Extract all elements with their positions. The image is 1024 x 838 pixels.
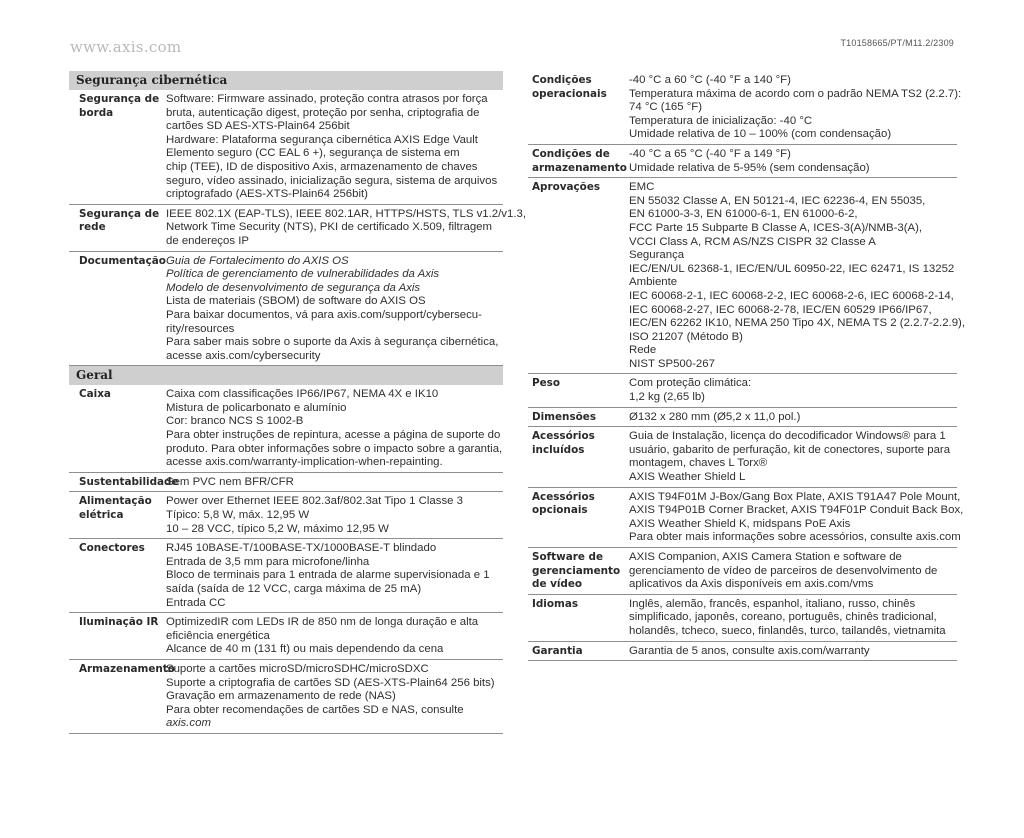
spec-label: Garantia: [532, 644, 583, 657]
link-axis-com[interactable]: axis.com: [166, 717, 211, 730]
spec-row-optional-accessories: [528, 488, 964, 548]
spec-line: EN 61000-3-3, EN 61000-6-1, EN 61000-6-2,: [629, 208, 858, 221]
spec-line: Gravação em armazenamento de rede (NAS): [166, 690, 396, 703]
spec-value: [629, 411, 957, 425]
spec-line: Garantia de 5 anos, consulte axis.com/warranty: [629, 644, 870, 657]
spec-line: VCCI Class A, RCM AS/NZS CISPR 32 Classe A: [629, 235, 876, 248]
spec-line: IEC 60068-2-1, IEC 60068-2-2, IEC 60068-2-6, IEC 60068-2-14,: [629, 289, 954, 302]
section-header-general: Geral: [69, 366, 503, 385]
spec-line: FCC Parte 15 Subparte B Classe A, ICES-3(A)/NMB-3(A),: [629, 221, 923, 234]
spec-line: Mistura de policarbonato e alumínio: [166, 401, 347, 414]
spec-line: Cor: branco NCS S 1002-B: [166, 415, 304, 428]
spec-line: IEC 60068-2-27, IEC 60068-2-78, IEC/EN 60529 IP66/IP67,: [629, 303, 932, 316]
spec-line: Para obter recomendações de cartões SD e NAS, consulte: [166, 703, 464, 716]
spec-row-warranty: [528, 642, 957, 662]
spec-value: [629, 181, 965, 371]
spec-line: cartões SD AES-XTS-Plain64 256bit: [166, 120, 350, 133]
spec-line: Para obter instruções de repintura, acesse a página de suporte do: [166, 429, 501, 442]
spec-line: Temperatura máxima de acordo com o padrão NEMA TS2 (2.2.7):: [629, 87, 962, 100]
spec-line: Umidade relativa de 5-95% (sem condensação): [629, 161, 870, 174]
spec-line: simplificado, japonês, coreano, português, chinês tradicional,: [629, 611, 937, 624]
spec-line: IEEE 802.1X (EAP-TLS), IEEE 802.1AR, HTTPS/HSTS, TLS v1.2/v1.3,: [166, 207, 527, 220]
spec-line: montagem, chaves L Torx®: [629, 457, 768, 470]
spec-line: Umidade relativa de 10 – 100% (com condensação): [629, 128, 892, 141]
spec-row-approvals: [528, 178, 965, 374]
spec-value: [166, 495, 503, 536]
spec-line: Para obter mais informações sobre acessórios, consulte axis.com: [629, 531, 961, 544]
spec-line: Ambiente: [629, 276, 678, 289]
spec-line: Suporte a criptografia de cartões SD (AES-XTS-Plain64 256 bits): [166, 676, 495, 689]
spec-row-connectors: [69, 539, 503, 613]
spec-value: [166, 663, 503, 731]
spec-line: Caixa com classificações IP66/IP67, NEMA 4X e IK10: [166, 388, 439, 401]
spec-label: Peso: [532, 377, 560, 390]
spec-line: bruta, autenticação digest, proteção por senha, criptografia de: [166, 106, 480, 119]
spec-label: Caixa: [79, 388, 111, 401]
spec-line: IEC/EN/UL 62368-1, IEC/EN/UL 60950-22, IEC 62471, IS 13252: [629, 262, 955, 275]
spec-value: [629, 598, 957, 639]
spec-line: Guia de Instalação, licença do decodificador Windows® para 1: [629, 430, 946, 443]
spec-label: Condições de armazenamento: [532, 147, 627, 174]
spec-value: [629, 551, 957, 592]
spec-label: Iluminação IR: [79, 616, 159, 629]
doc-link-hardening-guide[interactable]: Guia de Fortalecimento do AXIS OS: [166, 254, 349, 267]
spec-label: Acessórios incluídos: [532, 430, 595, 456]
spec-line: Com proteção climática:: [629, 377, 752, 390]
spec-line: acesse axis.com/cybersecurity: [166, 349, 321, 362]
spec-label: Sustentabilidade: [79, 475, 179, 488]
spec-line: Inglês, alemão, francês, espanhol, italiano, russo, chinês: [629, 597, 916, 610]
spec-line: EMC: [629, 181, 655, 194]
spec-value: [629, 645, 957, 659]
spec-line: AXIS Weather Shield K, midspans PoE Axis: [629, 517, 851, 530]
spec-label: Condições operacionais: [532, 74, 607, 100]
spec-label: Conectores: [79, 542, 145, 555]
spec-line: OptimizedIR com LEDs IR de 850 nm de longa duração e alta: [166, 616, 479, 629]
spec-value: [629, 74, 961, 142]
spec-line: Suporte a cartões microSD/microSDHC/microSDXC: [166, 662, 429, 675]
section-header-cybersecurity: Segurança cibernética: [69, 71, 503, 90]
axis-logo-url[interactable]: www.axis.com: [70, 38, 182, 56]
spec-line: RJ45 10BASE-T/100BASE-TX/1000BASE-T blindado: [166, 542, 437, 555]
spec-line: AXIS T94P01B Corner Bracket, AXIS T94F01P Conduit Back Box,: [629, 504, 964, 517]
spec-value: [166, 616, 503, 657]
spec-line: usuário, gabarito de perfuração, kit de conectores, suporte para: [629, 443, 951, 456]
spec-value: [166, 476, 503, 490]
spec-value: [629, 491, 963, 545]
spec-row-vms-software: [528, 548, 957, 595]
spec-label: Software de gerenciamento de vídeo: [532, 551, 621, 591]
left-column: [69, 71, 527, 734]
spec-line: Network Time Security (NTS), PKI de certificado X.509, filtragem: [166, 221, 493, 234]
spec-line: -40 °C a 60 °C (-40 °F a 140 °F): [629, 74, 791, 86]
spec-line: -40 °C a 65 °C (-40 °F a 149 °F): [629, 147, 791, 160]
spec-line: Rede: [629, 344, 657, 357]
spec-line: acesse axis.com/warranty-implication-when-repainting.: [166, 456, 443, 469]
spec-row-documentation: [69, 252, 503, 367]
spec-label: Dimensões: [532, 410, 597, 423]
spec-line: Sem PVC nem BFR/CFR: [166, 475, 294, 488]
spec-line: Elemento seguro (CC EAL 6 +), segurança de sistema em: [166, 147, 460, 160]
spec-line: seguro, vídeo assinado, inicialização segura, sistema de arquivos: [166, 174, 498, 187]
spec-value: [629, 377, 957, 404]
spec-label: Idiomas: [532, 597, 579, 610]
spec-line: 74 °C (165 °F): [629, 101, 703, 114]
spec-row-power: [69, 492, 503, 539]
spec-value: [629, 148, 957, 175]
spec-value: [629, 430, 957, 484]
spec-label: Segurança de rede: [79, 207, 160, 234]
document-reference: T10158665/PT/M11.2/2309: [840, 38, 954, 48]
spec-row-storage: [69, 660, 503, 734]
spec-label: Aprovações: [532, 181, 601, 194]
spec-line: saída (saída de 12 VCC, carga máxima de 25 mA): [166, 583, 422, 595]
spec-line: criptografado (AES-XTS-Plain64 256bit): [166, 188, 368, 201]
spec-value: [166, 388, 503, 470]
spec-row-casing: [69, 385, 503, 473]
spec-row-included-accessories: [528, 427, 957, 487]
spec-line: Hardware: Plataforma segurança cibernética AXIS Edge Vault: [166, 133, 478, 146]
spec-row-network-security: [69, 205, 527, 252]
spec-value: [166, 208, 526, 249]
doc-link-vulnerability-policy[interactable]: Política de gerenciamento de vulnerabilidades da Axis: [166, 268, 440, 281]
doc-link-security-model[interactable]: Modelo de desenvolvimento de segurança da Axis: [166, 281, 421, 294]
spec-line: Alcance de 40 m (131 ft) ou mais dependendo da cena: [166, 643, 444, 656]
spec-line: ISO 21207 (Método B): [629, 330, 743, 343]
spec-row-sustainability: [69, 473, 503, 493]
spec-line: Temperatura de inicialização: -40 °C: [629, 114, 813, 127]
spec-line: holandês, tcheco, sueco, finlandês, turco, tailandês, vietnamita: [629, 624, 946, 637]
spec-line: Entrada CC: [166, 596, 226, 609]
spec-value: [166, 93, 503, 202]
spec-line: gerenciamento de vídeo de parceiros de desenvolvimento de: [629, 564, 938, 577]
spec-line: Para baixar documentos, vá para axis.com/support/cybersecu-: [166, 308, 482, 321]
spec-value: [166, 255, 503, 364]
spec-line: rity/resources: [166, 322, 235, 335]
spec-line: produto. Para obter informações sobre o impacto sobre a garantia,: [166, 442, 503, 455]
spec-line: IEC/EN 62262 IK10, NEMA 250 Tipo 4X, NEMA TS 2 (2.2.7-2.2.9),: [629, 317, 965, 330]
spec-label: Acessórios opcionais: [532, 490, 595, 517]
spec-row-dimensions: [528, 408, 957, 428]
spec-line: Segurança: [629, 249, 685, 262]
spec-label: Documentação: [79, 254, 166, 267]
spec-label: Alimentação elétrica: [79, 495, 152, 522]
spec-row-weight: [528, 374, 957, 407]
spec-label: Segurança de borda: [79, 93, 160, 119]
spec-line: Software: Firmware assinado, proteção contra atrasos por força: [166, 93, 488, 105]
spec-line: NIST SP500-267: [629, 357, 715, 370]
spec-line: eficiência energética: [166, 629, 270, 642]
spec-row-ir-illumination: [69, 613, 503, 660]
spec-line: Lista de materiais (SBOM) de software do AXIS OS: [166, 295, 426, 308]
spec-line: Típico: 5,8 W, máx. 12,95 W: [166, 509, 310, 522]
spec-line: 10 – 28 VCC, típico 5,2 W, máximo 12,95 W: [166, 522, 389, 535]
spec-line: Para saber mais sobre o suporte da Axis à segurança cibernética,: [166, 336, 499, 349]
spec-line: Power over Ethernet IEEE 802.3af/802.3at Tipo 1 Classe 3: [166, 495, 463, 508]
spec-line: 1,2 kg (2,65 lb): [629, 391, 705, 404]
spec-line: chip (TEE), ID de dispositivo Axis, armazenamento de chaves: [166, 160, 478, 173]
spec-line: Bloco de terminais para 1 entrada de alarme supervisionada e 1: [166, 569, 490, 582]
spec-line: Ø132 x 280 mm (Ø5,2 x 11,0 pol.): [629, 410, 801, 423]
spec-row-languages: [528, 595, 957, 642]
right-column: [528, 71, 965, 661]
spec-line: AXIS Companion, AXIS Camera Station e software de: [629, 551, 902, 563]
spec-line: EN 55032 Classe A, EN 50121-4, IEC 62236-4, EN 55035,: [629, 194, 926, 207]
spec-value: [166, 542, 503, 610]
spec-row-edge-security: [69, 90, 503, 205]
spec-row-operating-conditions: [528, 71, 962, 145]
spec-line: aplicativos da Axis disponíveis em axis.com/vms: [629, 578, 874, 591]
spec-row-storage-conditions: [528, 145, 957, 178]
spec-label: Armazenamento: [79, 662, 175, 675]
spec-line: de endereços IP: [166, 234, 249, 247]
spec-line: AXIS Weather Shield L: [629, 471, 746, 484]
spec-line: Entrada de 3,5 mm para microfone/linha: [166, 555, 370, 568]
spec-line: AXIS T94F01M J-Box/Gang Box Plate, AXIS T91A47 Pole Mount,: [629, 490, 961, 503]
